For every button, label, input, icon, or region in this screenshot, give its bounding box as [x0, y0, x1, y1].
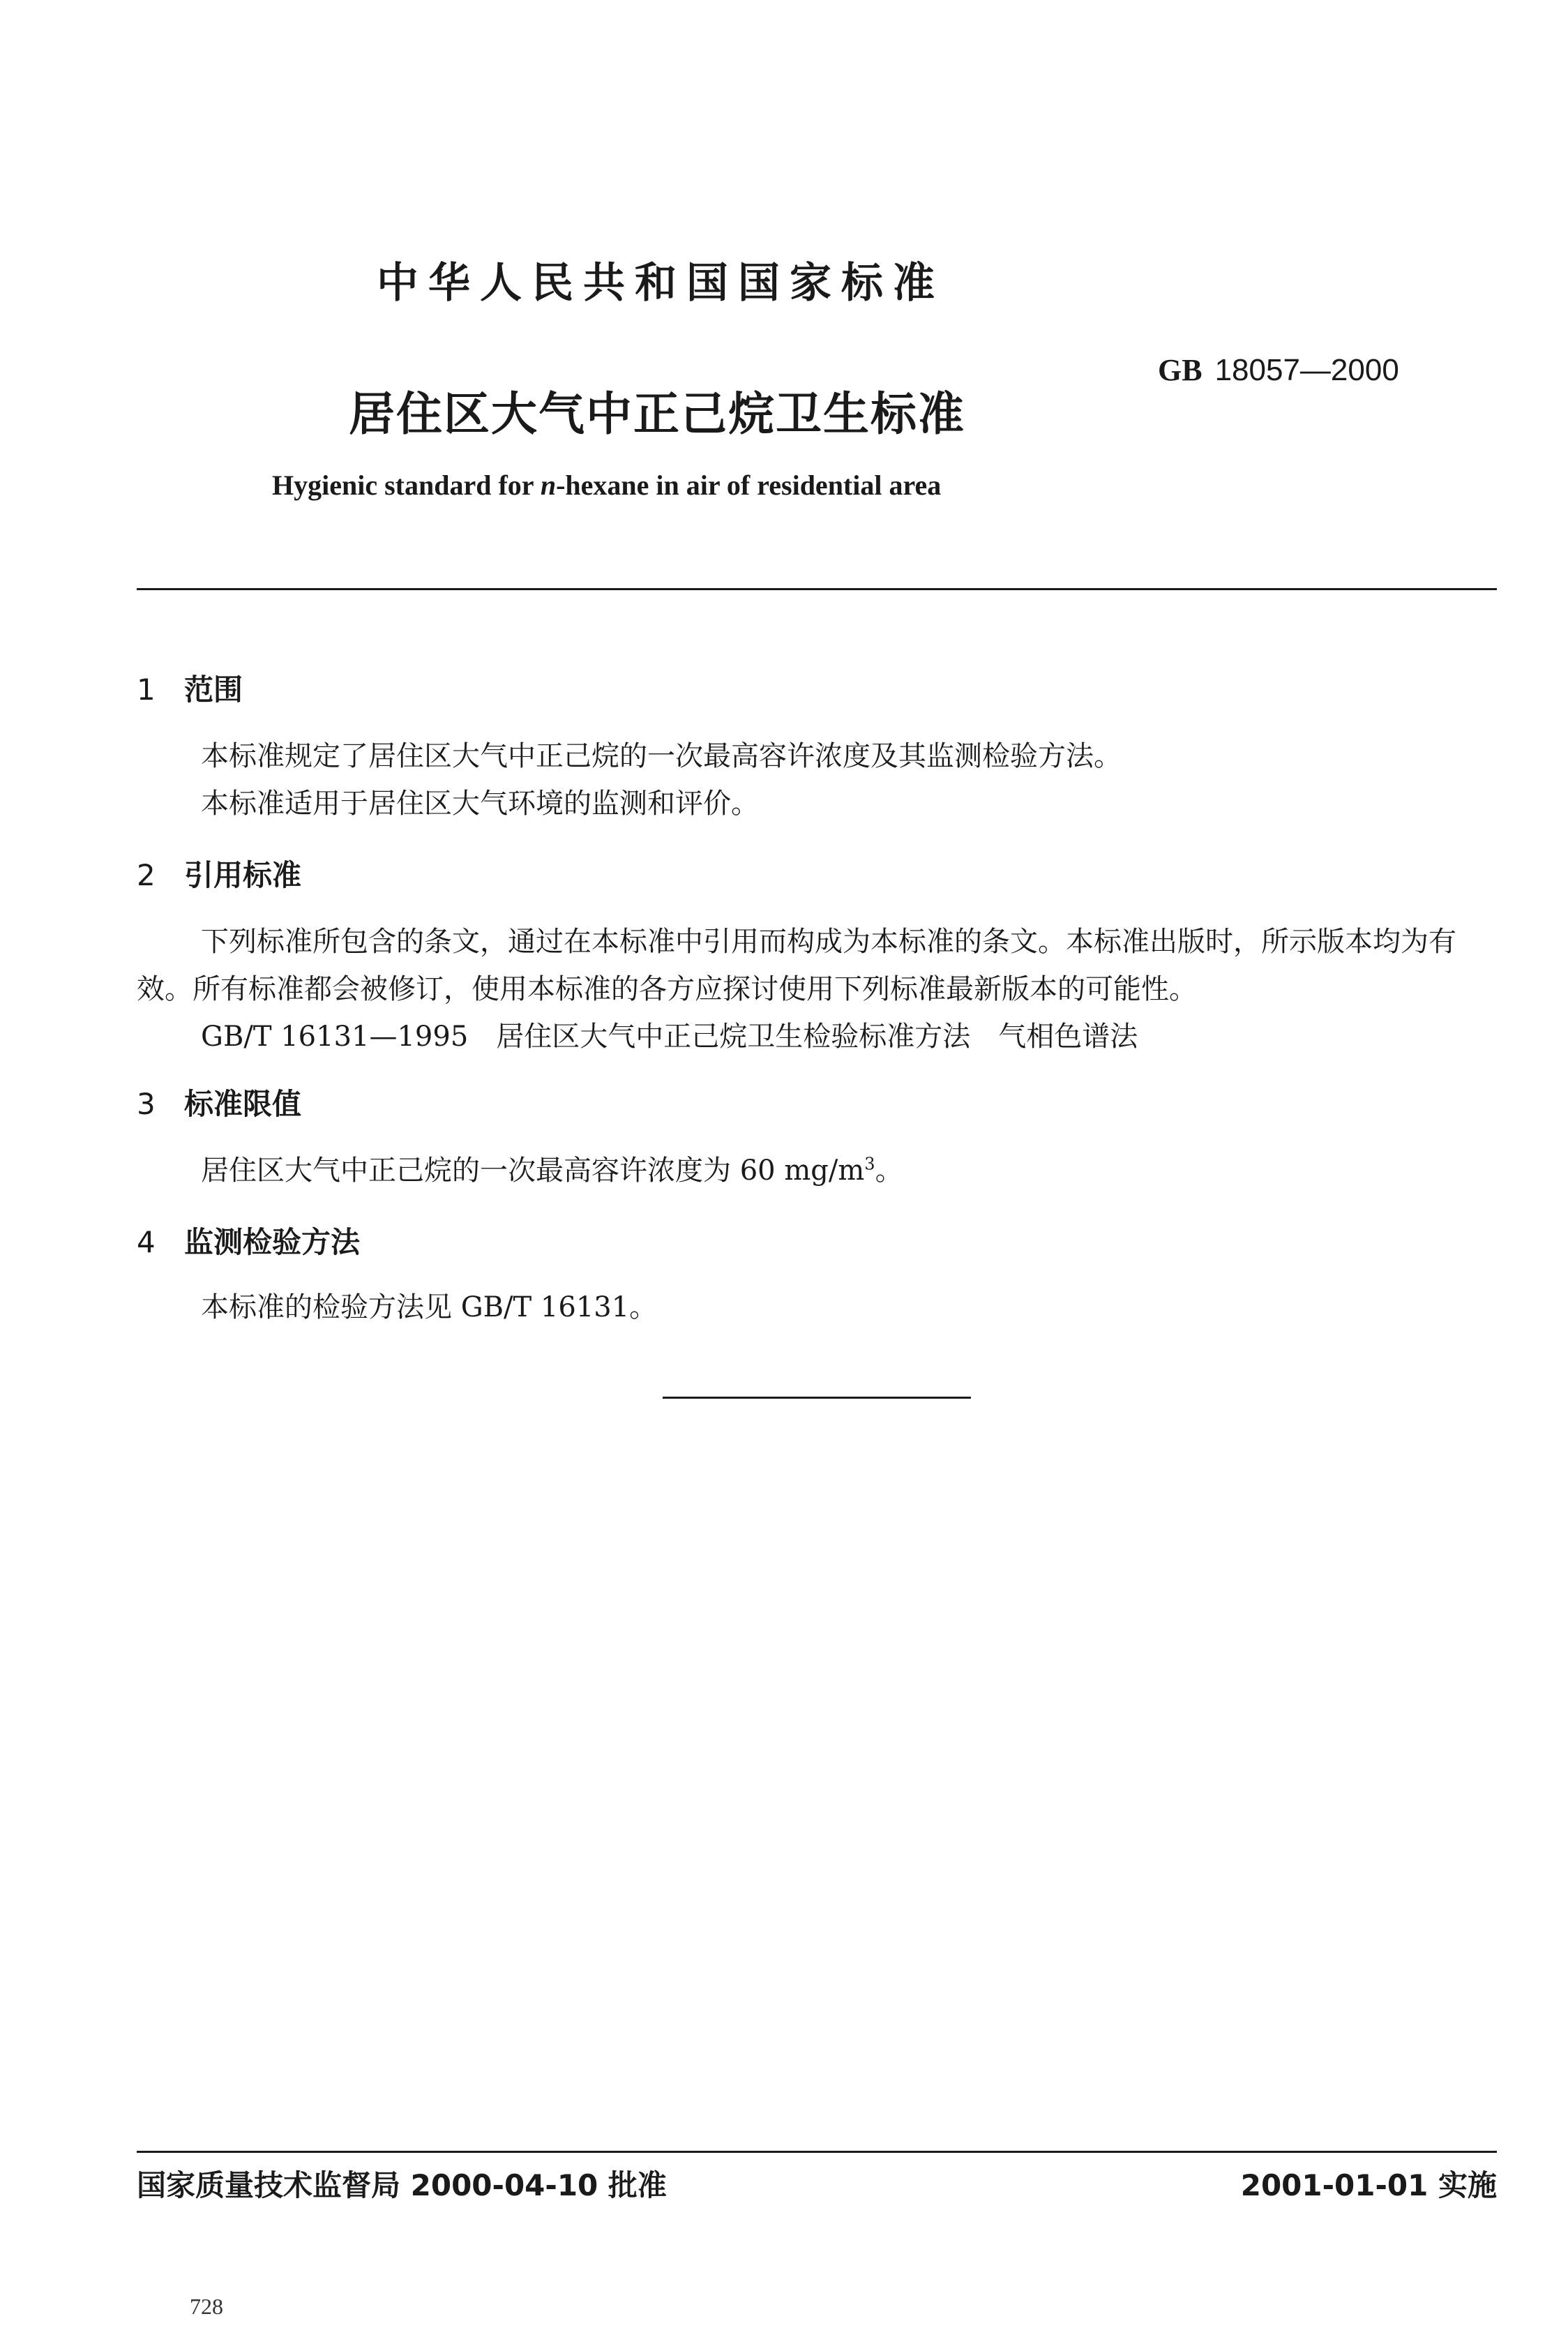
- standard-prefix: GB: [1158, 353, 1203, 387]
- section-1-heading: 1 范围: [137, 673, 243, 707]
- section-1-para-1: 本标准规定了居住区大气中正己烷的一次最高容许浓度及其监测检验方法。: [201, 740, 1122, 772]
- approval-date: 国家质量技术监督局 2000-04-10 批准: [137, 2168, 667, 2202]
- section-4-heading: 4 监测检验方法: [137, 1225, 361, 1259]
- standard-code: [1158, 352, 1399, 388]
- national-standard-heading: 中华人民共和国国家标准: [377, 259, 944, 308]
- header-rule: [137, 588, 1497, 590]
- section-2-reference: GB/T 16131—1995 居住区大气中正己烷卫生检验标准方法 气相色谱法: [201, 1021, 1138, 1053]
- title-english: Hygienic standard for n-hexane in air of residential area: [272, 469, 942, 501]
- section-2-para-1: 下列标准所包含的条文，通过在本标准中引用而构成为本标准的条文。本标准出版时，所示版本均为有效。所有标准都会被修订，使用本标准的各方应探讨使用下列标准最新版本的可能性。: [137, 926, 1456, 1005]
- page-number: 728: [190, 2294, 223, 2319]
- effective-date: 2001-01-01 实施: [1240, 2168, 1497, 2202]
- section-2-heading: 2 引用标准: [137, 858, 302, 892]
- footer-rule: [137, 2151, 1497, 2153]
- italic-n: n: [540, 469, 557, 501]
- title-chinese: 居住区大气中正己烷卫生标准: [349, 387, 965, 441]
- end-rule: [663, 1397, 971, 1399]
- section-3-limit: 居住区大气中正己烷的一次最高容许浓度为 60 $mg/m^3$。: [201, 1154, 903, 1187]
- section-3-heading: 3 标准限值: [137, 1087, 302, 1121]
- section-4-para-1: 本标准的检验方法见 GB/T 16131。: [201, 1291, 658, 1323]
- section-1-para-2: 本标准适用于居住区大气环境的监测和评价。: [201, 788, 759, 820]
- standard-number: 18057—2000: [1214, 353, 1399, 387]
